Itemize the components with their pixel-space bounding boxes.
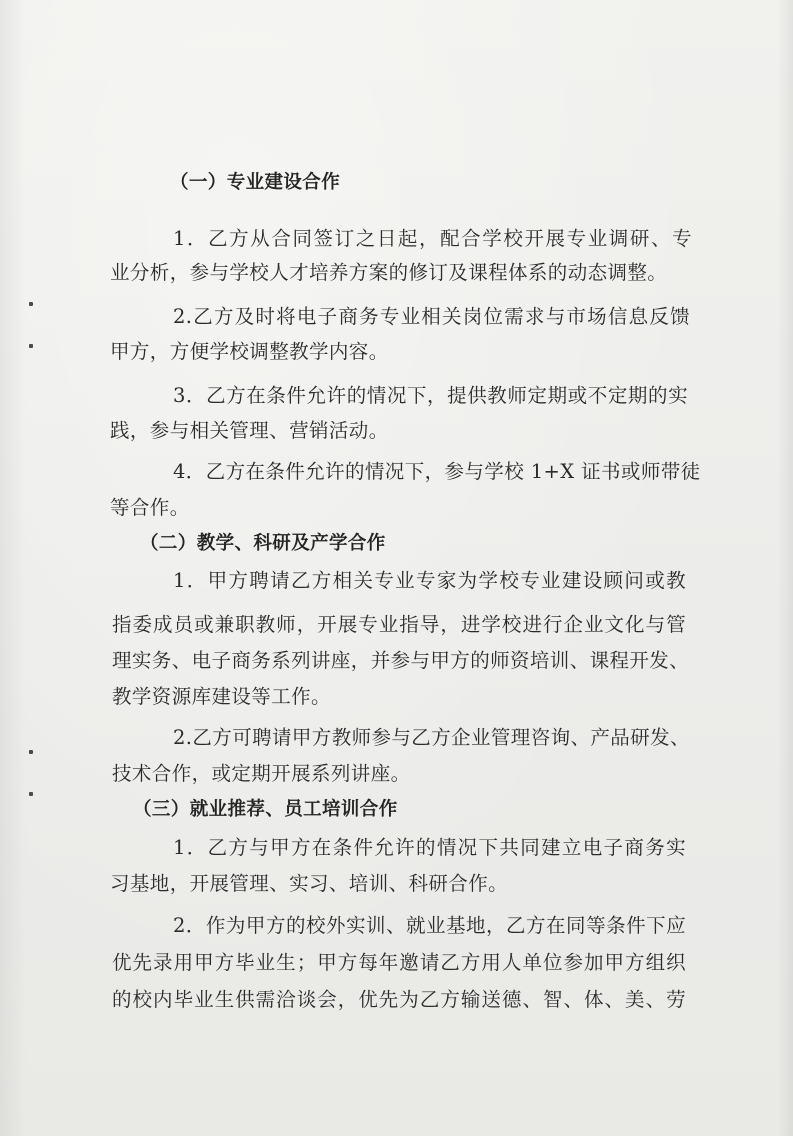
paragraph-line: 技术合作，或定期开展系列讲座。 (112, 762, 411, 785)
paragraph-line: 践，参与相关管理、营销活动。 (110, 419, 389, 442)
binding-hole-mark (29, 750, 33, 754)
paragraph-line: 3．乙方在条件允许的情况下，提供教师定期或不定期的实 (173, 384, 688, 407)
paragraph-line: 2.乙方可聘请甲方教师参与乙方企业管理咨询、产品研发、 (173, 726, 690, 749)
section-heading: （二）教学、科研及产学合作 (140, 533, 386, 554)
page-left-edge-shadow (0, 0, 26, 1136)
section-heading: （一）专业建设合作 (170, 172, 341, 193)
binding-hole-mark (29, 344, 33, 348)
paragraph-line: 教学资源库建设等工作。 (112, 685, 331, 708)
page-right-edge-shadow (777, 0, 793, 1136)
paragraph-line: 4．乙方在条件允许的情况下，参与学校 1+X 证书或师带徒 (173, 460, 701, 483)
binding-hole-mark (29, 302, 33, 306)
paragraph-line: 等合作。 (110, 496, 190, 519)
paragraph-line: 理实务、电子商务系列讲座，并参与甲方的师资培训、课程开发、 (112, 649, 690, 672)
paragraph-line: 2.乙方及时将电子商务专业相关岗位需求与市场信息反馈 (173, 305, 690, 328)
paragraph-line: 习基地，开展管理、实习、培训、科研合作。 (110, 872, 509, 895)
binding-hole-mark (29, 792, 33, 796)
paragraph-line: 2．作为甲方的校外实训、就业基地，乙方在同等条件下应 (173, 914, 686, 937)
paragraph-line: 1．乙方与甲方在条件允许的情况下共同建立电子商务实 (173, 836, 686, 859)
paragraph-line: 1．乙方从合同签订之日起，配合学校开展专业调研、专 (173, 227, 692, 250)
paragraph-line: 优先录用甲方毕业生；甲方每年邀请乙方用人单位参加甲方组织 (112, 951, 686, 974)
paragraph-line: 的校内毕业生供需洽谈会，优先为乙方输送德、智、体、美、劳 (112, 988, 686, 1011)
section-heading: （三）就业推荐、员工培训合作 (133, 799, 398, 820)
paragraph-line: 业分析，参与学校人才培养方案的修订及课程体系的动态调整。 (110, 261, 668, 284)
paragraph-line: 指委成员或兼职教师，开展专业指导，进学校进行企业文化与管 (112, 613, 686, 636)
paragraph-line: 甲方，方便学校调整教学内容。 (110, 340, 389, 363)
paragraph-line: 1．甲方聘请乙方相关专业专家为学校专业建设顾问或教 (173, 569, 686, 592)
